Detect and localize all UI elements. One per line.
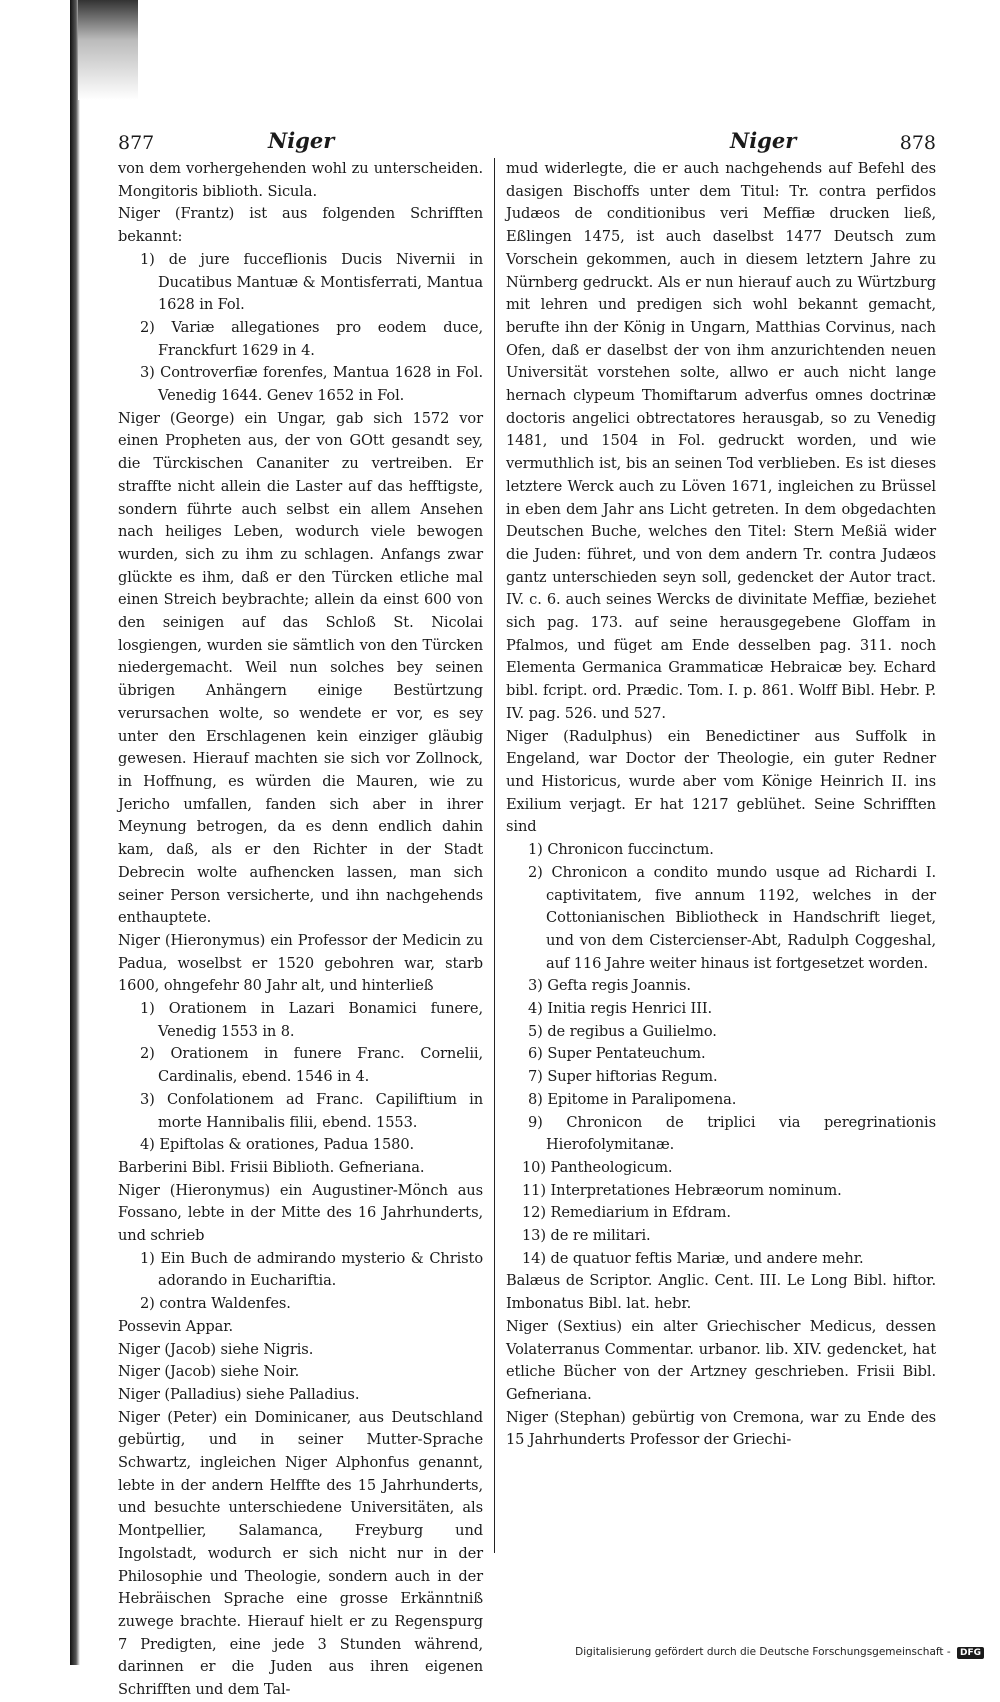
page-header xyxy=(118,128,936,162)
paragraph: Niger (George) ein Ungar, gab sich 1572 vor einen Propheten aus, der von GOtt gesandt sey, die Türckischen Cananiter zu vertreiben. Er straffte nicht allein die Laster auf das hefftigste, sondern führte auch selbst ein allem Ansehen nach heiliges Leben, wodurch viele bewogen wurden, sich zu ihm zu schlagen. Anfangs zwar glückte es ihm, daß er den Türcken etliche mal einen Streich beybrachte; allein da einst 600 von den seinigen auf das Schloß St. Nicolai losgiengen, wurden sie sämtlich von den Türcken niedergemacht. Weil nun solches bey seinen übrigen Anhängern einige Bestürtzung verursachen wolte, so wendete er vor, es sey unter den Erschlagenen kein einziger gläubig gewesen. Hierauf machten sie sich vor Zollnock, in Hoffnung, es würden die Mauren, wie zu Jericho umfallen, fanden sich aber in ihrer Meynung betrogen, da es denn endlich dahin kam, daß, als er den Richter in der Stadt Debrecin wolte aufhencken lassen, man sich seiner Person versicherte, und ihn nachgehends enthauptete. xyxy=(118,409,483,927)
paragraph: Niger (Jacob) siehe Noir. xyxy=(118,1363,300,1381)
paragraph: 13) de re militari. xyxy=(522,1227,651,1245)
paragraph: 12) Remediarium in Efdram. xyxy=(522,1204,731,1222)
page-number-left: 877 xyxy=(118,132,155,154)
paragraph: Balæus de Scriptor. Anglic. Cent. III. Le Long Bibl. hiftor. Imbonatus Bibl. lat. hebr. xyxy=(506,1272,936,1313)
paragraph: Niger (Radulphus) ein Benedictiner aus Suffolk in Engeland, war Doctor der Theologie, ein guter Redner und Historicus, wurde aber vom Könige Heinrich II. ins Exilium verjagt. Er hat 1217 geblühet. Seine Schrifften sind xyxy=(506,727,936,836)
paragraph: Barberini Bibl. Frisii Biblioth. Gefneriana. xyxy=(118,1158,425,1176)
paragraph: 1) Ein Buch de admirando mysterio & Christo adorando in Euchariftia. xyxy=(140,1249,483,1290)
paragraph: 1) de jure fucceflionis Ducis Nivernii in Ducatibus Mantuæ & Montisferrati, Mantua 1628 in Fol. xyxy=(140,250,483,314)
paragraph: 2) Orationem in funere Franc. Cornelii, Cardinalis, ebend. 1546 in 4. xyxy=(140,1045,483,1086)
paragraph: Niger (Frantz) ist aus folgenden Schrifften bekannt: xyxy=(118,205,483,246)
paragraph: 2) Variæ allegationes pro eodem duce, Franckfurt 1629 in 4. xyxy=(140,318,483,359)
paragraph: 11) Interpretationes Hebræorum nominum. xyxy=(522,1181,842,1199)
footer-text: Digitalisierung gefördert durch die Deutsche Forschungsgemeinschaft - xyxy=(575,1646,951,1658)
paragraph: Niger (Stephan) gebürtig von Cremona, war zu Ende des 15 Jahrhunderts Professor der Griechi- xyxy=(506,1408,936,1449)
left-text-column xyxy=(118,158,483,1699)
paragraph: 1) Orationem in Lazari Bonamici funere, Venedig 1553 in 8. xyxy=(140,1000,483,1040)
dfg-logo: DFG xyxy=(957,1647,984,1659)
paragraph: Niger (Hieronymus) ein Professor der Medicin zu Padua, woselbst er 1520 gebohren war, starb 1600, ohngefehr 80 Jahr alt, und hinterließ xyxy=(118,931,483,995)
paragraph: 3) Controverfiæ forenfes, Mantua 1628 in Fol. Venedig 1644. Genev 1652 in Fol. xyxy=(140,364,483,405)
paragraph: Niger (Jacob) siehe Nigris. xyxy=(118,1340,314,1358)
footer-credit xyxy=(575,1646,984,1659)
paragraph: 4) Epiftolas & orationes, Padua 1580. xyxy=(140,1136,415,1154)
paragraph: mud widerlegte, die er auch nachgehends auf Befehl des dasigen Bischoffs unter dem Titul: Tr. contra perfidos Judæos de conditionibus veri Meffiæ drucken ließ, Eßlingen 1475, ist auch daselbst 1477 Deutsch zum Vorschein gekommen, auch in diesem letztern Jahre zu Nürnberg gedruckt. Als er nun hierauf auch zu Würtzburg mit lehren und predigen sich wohl bekannt gemacht, berufte ihn der König in Ungarn, Matthias Corvinus, nach Ofen, daß er daselbst der von ihm anzurichtenden neuen Universität vorstehen solte, allwo er auch nicht lange hernach clypeum Thomiftarum adverfus omnes doctrinæ doctoris angelici obtrectatores herausgab, so zu Venedig 1481, und 1504 in Fol. gedruckt worden, und wie vermuthlich ist, bis an seinen Tod verblieben. Es ist dieses letztere Werck auch zu Löven 1671, ingleichen zu Brüssel in eben dem Jahr ans Licht getreten. In dem obgedachten Deutschen Buche, welches den Titel: Stern Meßiä wider die Juden: führet, und von dem andern Tr. contra Judæos gantz unterschieden seyn soll, gedencket der Autor tract. IV. c. 6. auch seines Wercks de divinitate Meffiæ, beziehet sich pag. 173. auf seine herausgegebene Gloffam in Pfalmos, und füget am Ende desselben pag. 311. noch Elementa Germanica Grammaticæ Hebraicæ bey. Echard bibl. fcript. ord. Prædic. Tom. I. p. 861. Wolff Bibl. Hebr. P. IV. pag. 526. und 527. xyxy=(506,160,936,722)
column-divider xyxy=(494,158,495,1553)
paragraph: 3) Gefta regis Joannis. xyxy=(528,977,691,995)
paragraph: 2) contra Waldenfes. xyxy=(140,1295,291,1313)
running-head-right: Niger xyxy=(730,128,797,153)
paragraph: 14) de quatuor feftis Mariæ, und andere mehr. xyxy=(522,1249,864,1267)
right-text-column xyxy=(506,158,936,1628)
paragraph: 2) Chronicon a condito mundo usque ad Richardi I. captivitatem, five annum 1192, welches in der Cottonianischen Bibliotheck in Handschrift lieget, und von dem Cistercienser-Abt, Radulph Coggeshal, auf 116 Jahre weiter hinaus ist fortgesetzet worden. xyxy=(528,863,936,972)
paragraph: Niger (Palladius) siehe Palladius. xyxy=(118,1385,360,1403)
paragraph: Niger (Peter) ein Dominicaner, aus Deutschland gebürtig, und in seiner Mutter-Sprache Schwartz, ingleichen Niger Alphonfus genannt, lebte in der andern Helffte des 15 Jahrhunderts, und besuchte unterschiedene Universitäten, als Montpellier, Salamanca, Freyburg und Ingolstadt, wodurch er sich nicht nur in der Philosophie und Theologie, sondern auch in der Hebräischen Sprache eine grosse Erkänntniß zuwege brachte. Hierauf hielt er zu Regenspurg 7 Predigten, eine jede 3 Stunden während, darinnen er die Juden aus ihren eigenen Schrifften und dem Tal- xyxy=(118,1408,483,1699)
paragraph: von dem vorhergehenden wohl zu unterscheiden. Mongitoris biblioth. Sicula. xyxy=(118,160,483,200)
scan-page-edge-top xyxy=(78,0,138,100)
scan-page-edge xyxy=(70,0,80,1665)
paragraph: Niger (Hieronymus) ein Augustiner-Mönch aus Fossano, lebte in der Mitte des 16 Jahrhunderts, und schrieb xyxy=(118,1181,483,1245)
paragraph: Niger (Sextius) ein alter Griechischer Medicus, dessen Volaterranus Commentar. urbanor. lib. XIV. gedencket, hat etliche Bücher von der Artzney geschrieben. Frisii Bibl. Gefneriana. xyxy=(506,1317,936,1403)
page-number-right: 878 xyxy=(899,132,936,154)
paragraph: 8) Epitome in Paralipomena. xyxy=(528,1090,737,1108)
paragraph: 4) Initia regis Henrici III. xyxy=(528,1000,713,1018)
paragraph: 9) Chronicon de triplici via peregrinationis Hierofolymitanæ. xyxy=(528,1113,936,1154)
paragraph: 5) de regibus a Guilielmo. xyxy=(528,1022,717,1040)
paragraph: Possevin Appar. xyxy=(118,1317,234,1335)
paragraph: 10) Pantheologicum. xyxy=(522,1158,673,1176)
paragraph: 7) Super hiftorias Regum. xyxy=(528,1068,718,1086)
paragraph: 6) Super Pentateuchum. xyxy=(528,1045,706,1063)
running-head-left: Niger xyxy=(268,128,335,153)
paragraph: 1) Chronicon fuccinctum. xyxy=(528,841,714,859)
paragraph: 3) Confolationem ad Franc. Capiliftium in morte Hannibalis filii, ebend. 1553. xyxy=(140,1090,483,1131)
